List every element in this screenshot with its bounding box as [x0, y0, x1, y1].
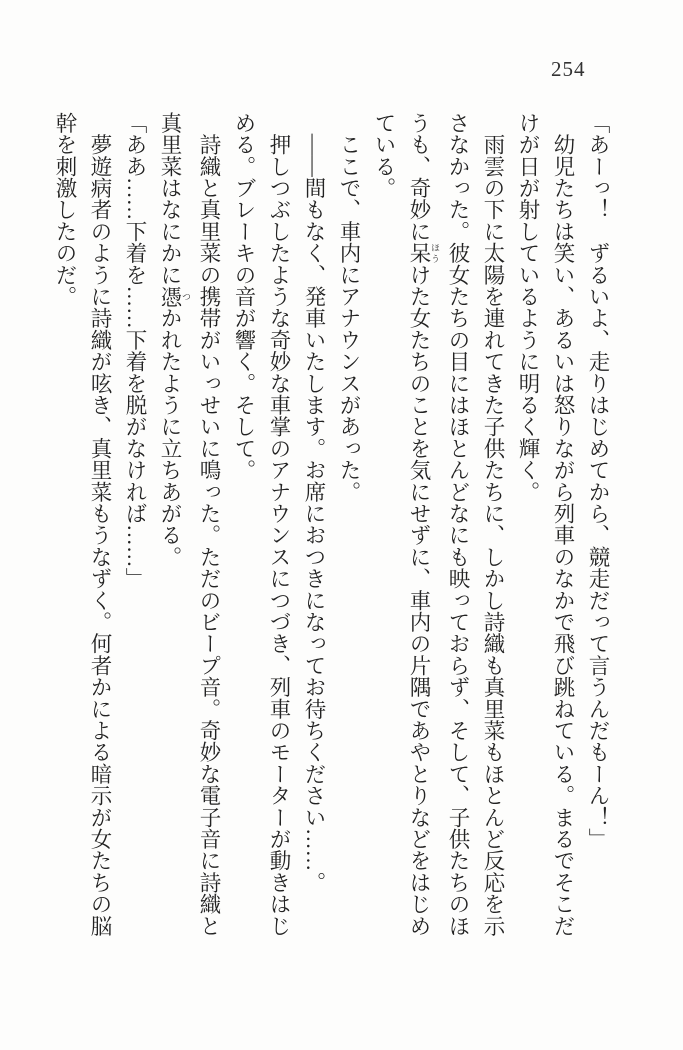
text-line: 雨雲の下に太陽を連れてきた子供たちに、しかし詩織も真里菜もほとんど反応を示 — [481, 112, 505, 937]
text-line: うも、奇妙に呆 ほうけた女たちのことを気にせずに、車内の片隅であやとりなどをはじめ — [407, 112, 440, 937]
text-line: める。ブレーキの音が響く。そして。 — [232, 112, 256, 481]
text-line: 「あーっ！ ずるいよ、走りはじめてから、競走だって言うんだもーん！」 — [586, 112, 610, 850]
text-line: 幼児たちは笑い、あるいは怒りながら列車のなかで飛び跳ねている。まるでそこだ — [551, 112, 575, 937]
text-line: ている。 — [372, 112, 396, 199]
furigana-ruby: 憑 つ — [158, 285, 191, 308]
text-line: 夢遊病者のように詩織が呟き、真里菜もうなずく。何者かによる暗示が女たちの脳 — [88, 112, 112, 937]
page-number: 254 — [551, 57, 586, 81]
page-text — [47, 112, 615, 937]
text-line: 真里菜はなにかに憑 つかれたように立ちあがる。 — [158, 112, 191, 568]
text-line: さなかった。彼女たちの目にはほとんどなにも映っておらず、そして、子供たちのほ — [446, 112, 470, 937]
text-line: 幹を刺激したのだ。 — [53, 112, 77, 308]
text-line: 「ああ……下着を……下着を脱がなければ……」 — [123, 112, 147, 590]
text-line: ——間もなく、発車いたします。お席におつきになってお待ちください……。 — [302, 112, 326, 894]
text-line: 詩織と真里菜の携帯がいっせいに鳴った。ただのビープ音。奇妙な電子音に詩織と — [197, 112, 221, 937]
text-line: ここで、車内にアナウンスがあった。 — [337, 112, 361, 503]
furigana-ruby: 呆 ほう — [407, 242, 440, 264]
text-line: けが日が射しているように明るく輝く。 — [516, 112, 540, 503]
text-line: 押しつぶしたような奇妙な車掌のアナウンスにつづき、列車のモーターが動きはじ — [267, 112, 291, 937]
